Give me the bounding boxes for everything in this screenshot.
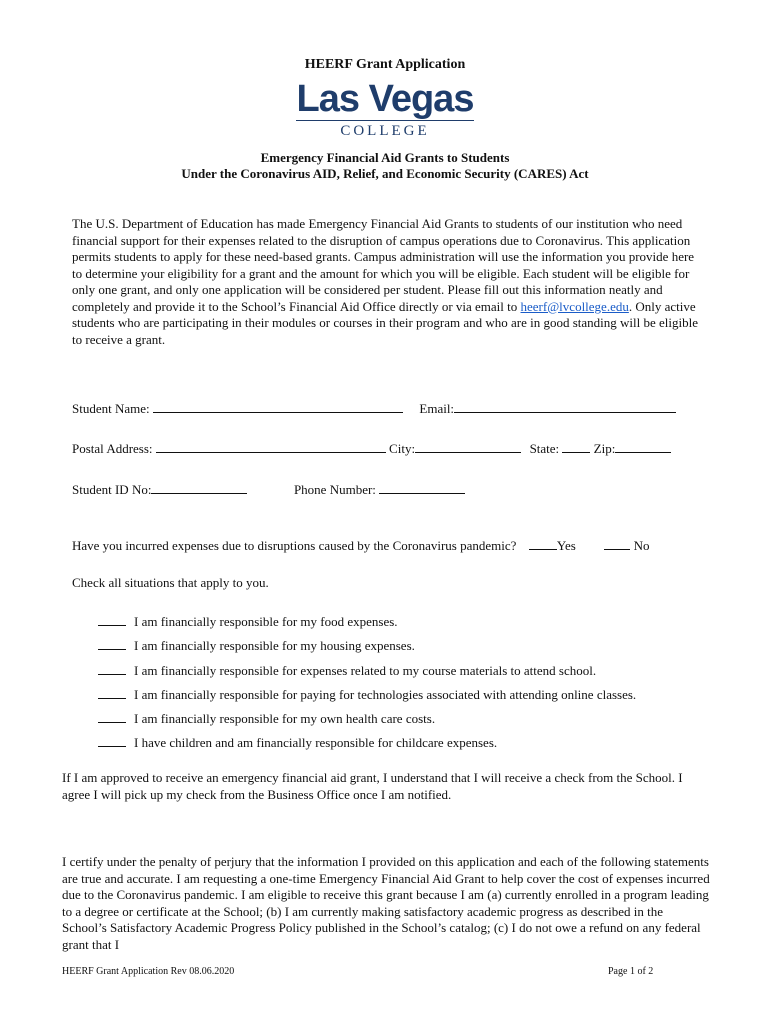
student-id-label: Student ID No: <box>72 482 152 497</box>
heading-line-1: Emergency Financial Aid Grants to Students <box>260 150 510 165</box>
option-childcare-blank[interactable] <box>98 735 126 747</box>
option-course-materials <box>98 663 596 679</box>
email-field[interactable] <box>454 400 676 413</box>
logo-main-text: Las Vegas <box>296 78 474 120</box>
logo-rule <box>296 120 474 121</box>
yes-label: Yes <box>556 538 576 553</box>
heading-line-2: Under the Coronavirus AID, Relief, and Economic Security (CARES) Act <box>181 166 589 181</box>
email-label: Email: <box>419 401 455 416</box>
option-housing-label: I am financially responsible for my housing expenses. <box>134 638 415 653</box>
state-label: State: <box>529 441 560 456</box>
intro-text-before-link: The U.S. Department of Education has made Emergency Financial Aid Grants to students of our institution who need financial support for their expenses related to the disruption of campus operations due to Coronavirus. This application permits students to apply for these need-based grants. Campus administration will use the information you provide here to determine your eligibility for a grant and the amount for which you will be eligible. Each student will be eligible for only one grant, and only one application will be considered per student. Please fill out this information neatly and completely and provide it to the School’s Financial Aid Office directly or via email to <box>72 216 695 314</box>
option-course-materials-blank[interactable] <box>98 663 126 675</box>
question-text: Have you incurred expenses due to disruptions caused by the Coronavirus pandemic? <box>72 538 517 553</box>
state-field[interactable] <box>562 440 590 453</box>
address-row <box>72 440 671 457</box>
option-food-blank[interactable] <box>98 614 126 626</box>
option-technologies <box>98 687 636 703</box>
option-course-materials-label: I am financially responsible for expenses related to my course materials to attend school. <box>134 663 597 678</box>
student-name-label: Student Name: <box>72 401 150 416</box>
document-title: HEERF Grant Application <box>304 57 466 72</box>
phone-label: Phone Number: <box>293 482 376 497</box>
option-housing-blank[interactable] <box>98 638 126 650</box>
option-food-label: I am financially responsible for my food expenses. <box>134 614 398 629</box>
certification-paragraph: I certify under the penalty of perjury that the information I provided on this application and each of the following statements are true and accurate. I am requesting a one-time Emergency Financial Aid Grant to help cover the cost of expenses incurred due to the Coronavirus pandemic. I am eligible to receive this grant because I am (a) currently enrolled in a program leading to a degree or certificate at the School; (b) I am currently making satisfactory academic progress as described in the School’s Satisfactory Academic Progress Policy published in the School’s catalog; (c) I do not owe a refund on any federal grant that I <box>62 854 710 952</box>
option-childcare <box>98 735 497 751</box>
intro-paragraph <box>72 216 702 348</box>
student-id-field[interactable] <box>151 481 247 494</box>
option-housing <box>98 638 415 654</box>
logo-sub-text: COLLEGE <box>340 123 430 139</box>
name-email-row <box>72 400 676 417</box>
postal-address-field[interactable] <box>156 440 386 453</box>
zip-label: Zip: <box>593 441 616 456</box>
phone-field[interactable] <box>379 481 465 494</box>
intro-text-after-link: . Only active students who are participating in their modules or courses in their program and who are in good standing will be eligible to receive a grant. <box>72 298 699 347</box>
option-technologies-blank[interactable] <box>98 687 126 699</box>
no-label: No <box>633 538 650 553</box>
option-health-care-label: I am financially responsible for my own health care costs. <box>134 711 436 726</box>
expenses-question <box>72 537 649 554</box>
option-food <box>98 614 398 630</box>
yes-blank[interactable] <box>529 537 557 550</box>
option-childcare-label: I have children and am financially responsible for childcare expenses. <box>134 735 498 750</box>
check-all-instruction: Check all situations that apply to you. <box>72 575 269 590</box>
student-name-field[interactable] <box>153 400 403 413</box>
approval-paragraph: If I am approved to receive an emergency financial aid grant, I understand that I will receive a check from the School. I agree I will pick up my check from the Business Office once I am notified. <box>62 770 683 802</box>
option-health-care-blank[interactable] <box>98 711 126 723</box>
no-blank[interactable] <box>604 537 630 550</box>
footer-revision: HEERF Grant Application Rev 08.06.2020 <box>62 966 235 977</box>
college-logo <box>292 80 478 140</box>
postal-address-label: Postal Address: <box>72 441 153 456</box>
city-label: City: <box>389 441 416 456</box>
option-health-care <box>98 711 435 727</box>
footer-page-number: Page 1 of 2 <box>608 966 654 977</box>
option-technologies-label: I am financially responsible for paying for technologies associated with attending online classes. <box>134 687 637 702</box>
id-phone-row <box>72 481 465 498</box>
city-field[interactable] <box>415 440 521 453</box>
email-link[interactable]: heerf@lvcollege.edu <box>520 298 629 314</box>
zip-field[interactable] <box>615 440 671 453</box>
